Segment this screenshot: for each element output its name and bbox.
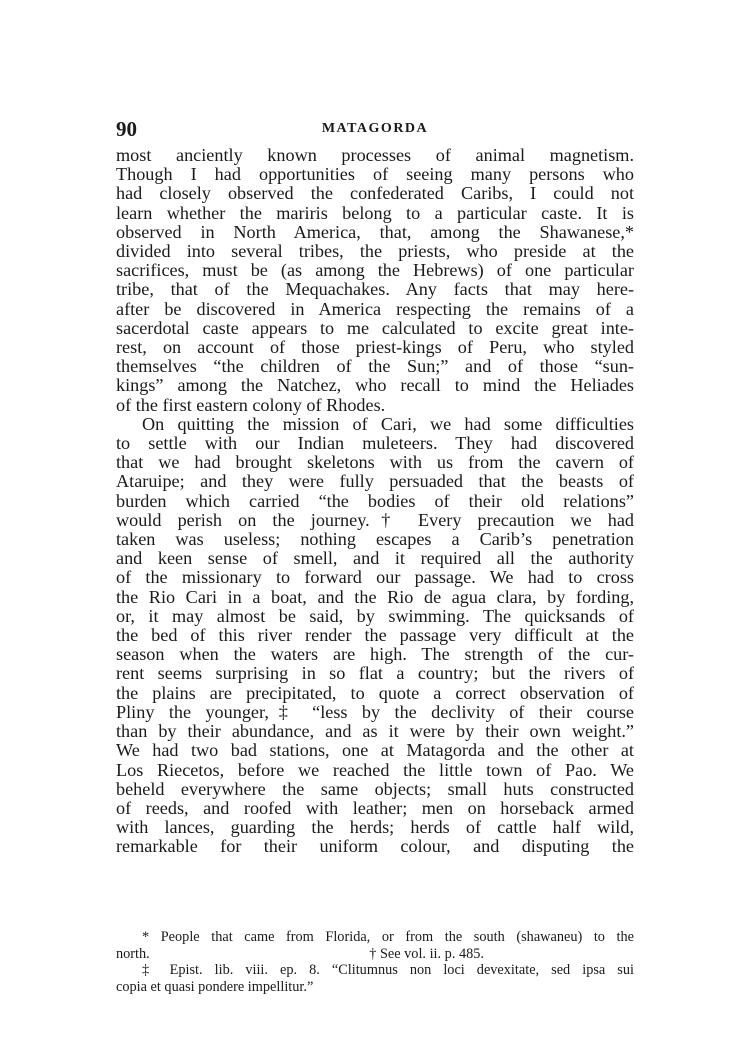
text-line: sacrifices, must be (as among the Hebrews) of one particular bbox=[116, 260, 634, 281]
text-line: would perish on the journey.† Every precaution we had bbox=[116, 509, 634, 530]
text-line: season when the waters are high. The strength of the cur- bbox=[116, 644, 634, 665]
text-line: learn whether the mariris belong to a particular caste. It is bbox=[116, 202, 634, 223]
text-line: rest, on account of those priest-kings of Peru, who styled bbox=[116, 337, 634, 358]
text-line: of the first eastern colony of Rhodes. bbox=[116, 394, 386, 415]
text-line: Ataruipe; and they were fully persuaded that the beasts of bbox=[116, 471, 634, 492]
footnote-florida-cont: north. bbox=[116, 945, 150, 962]
text-line: observed in North America, that, among the Shawanese,* bbox=[116, 221, 634, 242]
text-line: that we had brought skeletons with us from the cavern of bbox=[116, 452, 634, 473]
text-line: taken was useless; nothing escapes a Carib’s penetration bbox=[116, 529, 634, 550]
text-line: divided into several tribes, the priests, who preside at the bbox=[116, 241, 634, 262]
footnote-epist: ‡ Epist. lib. viii. ep. 8. “Clitumnus non loci devexitate, sed ipsa sui bbox=[142, 962, 634, 979]
text-line: Los Riecetos, before we reached the little town of Pao. We bbox=[116, 759, 634, 780]
text-line: tribe, that of the Mequachakes. Any facts that may here- bbox=[116, 279, 634, 300]
footnote-florida: * People that came from Florida, or from the south (shawaneu) to the bbox=[142, 929, 634, 945]
text-line: and keen sense of smell, and it required all the authority bbox=[116, 548, 634, 569]
text-line: the bed of this river render the passage very difficult at the bbox=[116, 625, 634, 646]
text-line: than by their abundance, and as it were by their own weight.” bbox=[116, 721, 634, 742]
text-line: had closely observed the confederated Caribs, I could not bbox=[116, 183, 634, 204]
text-line: the plains are precipitated, to quote a correct observation of bbox=[116, 682, 634, 703]
footnote-see-vol: † See vol. ii. p. 485. bbox=[369, 945, 484, 962]
text-line: Though I had opportunities of seeing many persons who bbox=[116, 164, 634, 185]
body-text bbox=[116, 146, 634, 857]
text-line: sacerdotal caste appears to me calculated to excite great inte- bbox=[116, 317, 634, 338]
text-line: remarkable for their uniform colour, and disputing the bbox=[116, 836, 634, 857]
text-line: We had two bad stations, one at Matagorda and the other at bbox=[116, 740, 634, 761]
footnote-epist-cont: copia et quasi pondere impellitur.” bbox=[116, 978, 314, 995]
text-line: kings” among the Natchez, who recall to mind the Heliades bbox=[116, 375, 634, 396]
page-header bbox=[116, 117, 634, 141]
text-line: of reeds, and roofed with leather; men on horseback armed bbox=[116, 797, 634, 818]
text-line: rent seems surprising in so flat a country; but the rivers of bbox=[116, 663, 634, 684]
page-number: 90 bbox=[116, 117, 137, 141]
text-line: the Rio Cari in a boat, and the Rio de agua clara, by fording, bbox=[116, 586, 634, 607]
text-line: or, it may almost be said, by swimming. The quicksands of bbox=[116, 605, 634, 626]
text-line: after be discovered in America respecting the remains of a bbox=[116, 298, 634, 319]
text-line: On quitting the mission of Cari, we had some difficulties bbox=[142, 413, 634, 434]
text-line: most anciently known processes of animal magnetism. bbox=[116, 145, 634, 165]
text-line: beheld everywhere the same objects; small huts constructed bbox=[116, 778, 634, 799]
text-line: with lances, guarding the herds; herds of cattle half wild, bbox=[116, 817, 634, 838]
text-line: burden which carried “the bodies of their old relations” bbox=[116, 490, 634, 511]
footnotes bbox=[116, 929, 634, 995]
footnote-row bbox=[116, 946, 634, 963]
running-head: MATAGORDA bbox=[321, 121, 429, 136]
text-line: Pliny the younger,‡ “less by the declivity of their course bbox=[116, 701, 634, 722]
text-line: to settle with our Indian muleteers. They had discovered bbox=[116, 433, 634, 454]
text-line: of the missionary to forward our passage. We had to cross bbox=[116, 567, 634, 588]
text-line: themselves “the children of the Sun;” and of those “sun- bbox=[116, 356, 634, 377]
